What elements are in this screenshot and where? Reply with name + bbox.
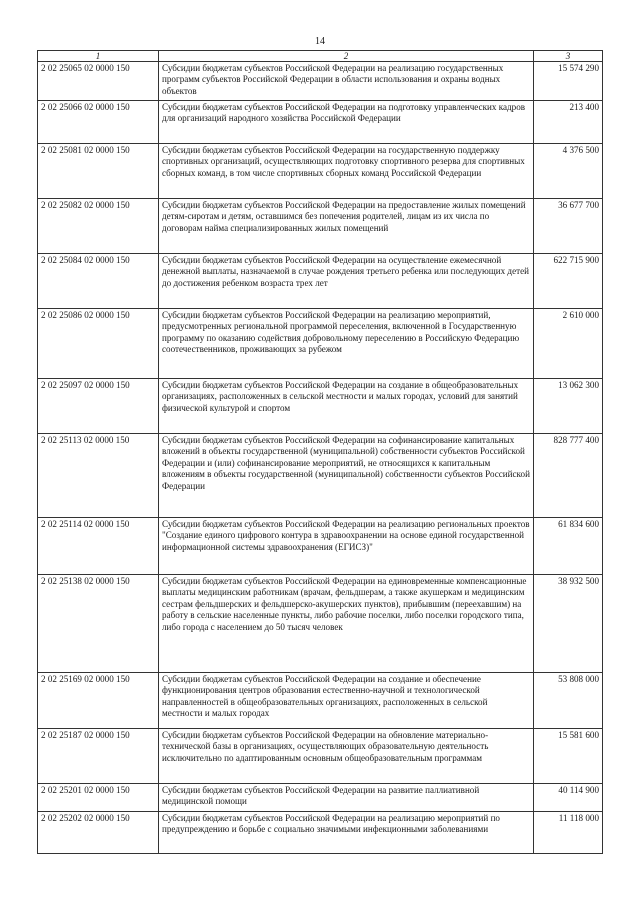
table-row xyxy=(38,518,603,575)
table-row xyxy=(38,812,603,854)
classification-code: 2 02 25113 02 0000 150 xyxy=(38,434,159,518)
table-row xyxy=(38,144,603,199)
classification-code: 2 02 25082 02 0000 150 xyxy=(38,199,159,254)
amount: 38 932 500 xyxy=(534,575,603,673)
table-row xyxy=(38,254,603,309)
classification-code: 2 02 25187 02 0000 150 xyxy=(38,729,159,784)
classification-code: 2 02 25084 02 0000 150 xyxy=(38,254,159,309)
table-row xyxy=(38,62,603,101)
amount: 40 114 900 xyxy=(534,784,603,812)
amount: 36 677 700 xyxy=(534,199,603,254)
revenue-description: Субсидии бюджетам субъектов Российской Федерации на предоставление жилых помещений детям-сиротам и детям, оставшимся без попечения родителей, лицам из их числа по договорам найма специализированных жилых помещений xyxy=(159,199,534,254)
classification-code: 2 02 25202 02 0000 150 xyxy=(38,812,159,854)
revenue-description: Субсидии бюджетам субъектов Российской Федерации на реализацию государственных программ субъектов Российской Федерации в области использования и охраны водных объектов xyxy=(159,62,534,101)
amount: 2 610 000 xyxy=(534,309,603,379)
amount: 213 400 xyxy=(534,101,603,144)
column-number-3: 3 xyxy=(534,51,603,62)
table-header-row xyxy=(38,51,603,62)
classification-code: 2 02 25066 02 0000 150 xyxy=(38,101,159,144)
revenue-description: Субсидии бюджетам субъектов Российской Федерации на единовременные компенсационные выплаты медицинским работникам (врачам, фельдшерам, а также акушеркам и медицинским сестрам фельдшерских и фельдшерско-акушерских пунктов), прибывшим (переехавшим) на работу в сельские населенные пункты, либо рабочие поселки, либо поселки городского типа, либо города с населением до 50 тысяч человек xyxy=(159,575,534,673)
revenue-description: Субсидии бюджетам субъектов Российской Федерации на осуществление ежемесячной денежной выплаты, назначаемой в случае рождения третьего ребенка или последующих детей до достижения ребенком возраста трех лет xyxy=(159,254,534,309)
table-row xyxy=(38,784,603,812)
table-row xyxy=(38,673,603,729)
table-row xyxy=(38,309,603,379)
revenue-description: Субсидии бюджетам субъектов Российской Федерации на реализацию региональных проектов "Создание единого цифрового контура в здравоохранении на основе единой государственной информационной системы здравоохранения (ЕГИСЗ)" xyxy=(159,518,534,575)
budget-revenue-table xyxy=(37,50,603,854)
revenue-description: Субсидии бюджетам субъектов Российской Федерации на подготовку управленческих кадров для организаций народного хозяйства Российской Федерации xyxy=(159,101,534,144)
amount: 53 808 000 xyxy=(534,673,603,729)
table-row xyxy=(38,575,603,673)
revenue-description: Субсидии бюджетам субъектов Российской Федерации на софинансирование капитальных вложений в объекты государственной (муниципальной) собственности субъектов Российской Федерации и (или) софинансирование мероприятий, не относящихся к капитальным вложениям в объекты государственной (муниципальной) собственности субъектов Российской Федерации xyxy=(159,434,534,518)
revenue-description: Субсидии бюджетам субъектов Российской Федерации на создание в общеобразовательных организациях, расположенных в сельской местности и малых городах, условий для занятий физической культурой и спортом xyxy=(159,379,534,434)
table-row xyxy=(38,434,603,518)
classification-code: 2 02 25114 02 0000 150 xyxy=(38,518,159,575)
revenue-description: Субсидии бюджетам субъектов Российской Федерации на создание и обеспечение функционирования центров образования естественно-научной и технологической направленностей в общеобразовательных организациях, расположенных в сельской местности и малых городах xyxy=(159,673,534,729)
amount: 13 062 300 xyxy=(534,379,603,434)
amount: 15 581 600 xyxy=(534,729,603,784)
page-number: 14 xyxy=(315,36,325,47)
amount: 15 574 290 xyxy=(534,62,603,101)
classification-code: 2 02 25086 02 0000 150 xyxy=(38,309,159,379)
classification-code: 2 02 25201 02 0000 150 xyxy=(38,784,159,812)
classification-code: 2 02 25065 02 0000 150 xyxy=(38,62,159,101)
table-row xyxy=(38,101,603,144)
revenue-description: Субсидии бюджетам субъектов Российской Федерации на развитие паллиативной медицинской помощи xyxy=(159,784,534,812)
revenue-description: Субсидии бюджетам субъектов Российской Федерации на государственную поддержку спортивных организаций, осуществляющих подготовку спортивного резерва для спортивных сборных команд, в том числе спортивных сборных команд Российской Федерации xyxy=(159,144,534,199)
amount: 828 777 400 xyxy=(534,434,603,518)
table-row xyxy=(38,199,603,254)
classification-code: 2 02 25097 02 0000 150 xyxy=(38,379,159,434)
amount: 11 118 000 xyxy=(534,812,603,854)
table-row xyxy=(38,379,603,434)
revenue-description: Субсидии бюджетам субъектов Российской Федерации на обновление материально-технической базы в организациях, осуществляющих образовательную деятельность исключительно по адаптированным основным общеобразовательным программам xyxy=(159,729,534,784)
revenue-description: Субсидии бюджетам субъектов Российской Федерации на реализацию мероприятий по предупреждению и борьбе с социально значимыми инфекционными заболеваниями xyxy=(159,812,534,854)
classification-code: 2 02 25169 02 0000 150 xyxy=(38,673,159,729)
revenue-description: Субсидии бюджетам субъектов Российской Федерации на реализацию мероприятий, предусмотренных региональной программой переселения, включенной в Государственную программу по оказанию содействия добровольному переселению в Российскую Федерацию соотечественников, проживающих за рубежом xyxy=(159,309,534,379)
amount: 4 376 500 xyxy=(534,144,603,199)
classification-code: 2 02 25138 02 0000 150 xyxy=(38,575,159,673)
amount: 61 834 600 xyxy=(534,518,603,575)
table-row xyxy=(38,729,603,784)
amount: 622 715 900 xyxy=(534,254,603,309)
column-number-2: 2 xyxy=(159,51,534,62)
column-number-1: 1 xyxy=(38,51,159,62)
classification-code: 2 02 25081 02 0000 150 xyxy=(38,144,159,199)
